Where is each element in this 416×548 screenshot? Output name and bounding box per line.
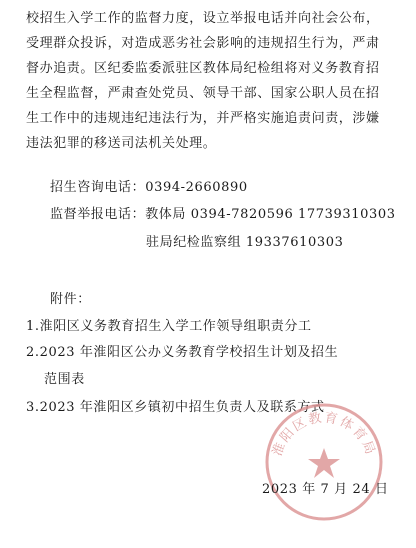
report-line-1: 教体局 0394-7820596 17739310303 xyxy=(145,207,396,222)
seal-text: 淮阳区教育体育局 xyxy=(270,410,378,459)
enrollment-label: 招生咨询电话： xyxy=(50,180,146,195)
body-line-2: 受理群众投诉，对造成恶劣社会影响的违规招生行为，严肃 xyxy=(26,36,380,51)
report-label: 监督举报电话： xyxy=(50,207,146,222)
enrollment-contact xyxy=(50,180,248,196)
attachment-item-2: 2.2023 年淮阳区公办义务教育学校招生计划及招生 xyxy=(26,345,339,360)
report-line-2: 驻局纪检监察组 19337610303 xyxy=(146,235,344,250)
attachment-item-2-cont: 范围表 xyxy=(44,372,85,387)
body-line-6: 违法犯罪的移送司法机关处理。 xyxy=(26,136,217,151)
document-date: 2023 年 7 月 24 日 xyxy=(262,482,389,497)
attachment-item-1: 1.淮阳区义务教育招生入学工作领导组职责分工 xyxy=(26,319,312,334)
attachment-item-3: 3.2023 年淮阳区乡镇初中招生负责人及联系方式 xyxy=(26,400,325,415)
body-line-4: 生全程监督，严肃查处党员、领导干部、国家公职人员在招 xyxy=(26,86,380,101)
body-line-3: 督办追责。区纪委监委派驻区教体局纪检组将对义务教育招 xyxy=(26,61,380,76)
official-seal-icon xyxy=(262,400,386,524)
attachments-heading: 附件： xyxy=(50,292,91,307)
body-line-1: 校招生入学工作的监督力度，设立举报电话并向社会公布， xyxy=(26,11,380,26)
enrollment-phone: 0394-2660890 xyxy=(145,180,248,195)
body-line-5: 生工作中的违规违纪违法行为，并严格实施追责问责，涉嫌 xyxy=(26,111,380,126)
seal-star-icon xyxy=(308,448,340,478)
report-contact xyxy=(50,207,396,223)
